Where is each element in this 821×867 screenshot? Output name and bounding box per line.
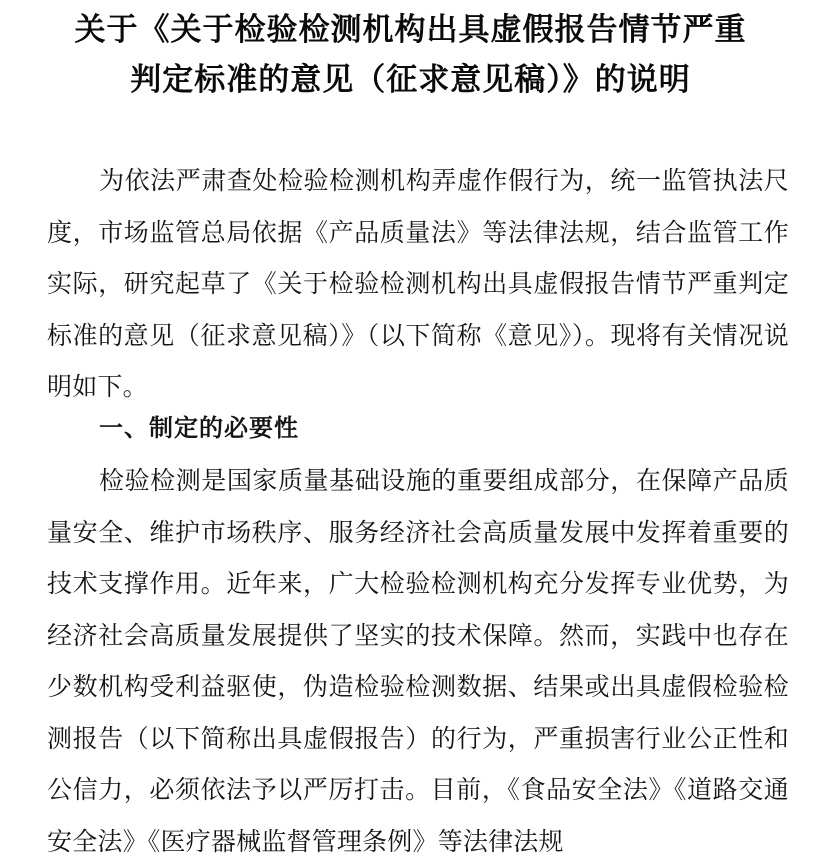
intro-paragraph: 为依法严肃查处检验检测机构弄虚作假行为，统一监管执法尺度，市场监管总局依据《产品质量法》等法律法规，结合监管工作实际，研究起草了《关于检验检测机构出具虚假报告情节严重判定标准的意见（征求意见稿）》（以下简称《意见》）。现将有关情况说明如下。 [47, 166, 789, 401]
document-title-line-2: 判定标准的意见（征求意见稿）》的说明 [130, 62, 691, 98]
section-heading-necessity: 一、制定的必要性 [99, 414, 299, 442]
necessity-paragraph: 检验检测是国家质量基础设施的重要组成部分，在保障产品质量安全、维护市场秩序、服务经济社会高质量发展中发挥着重要的技术支撑作用。近年来，广大检验检测机构充分发挥专业优势，为经济社会高质量发展提供了坚实的技术保障。然而，实践中也存在少数机构受利益驱使，伪造检验检测数据、结果或出具虚假检验检测报告（以下简称出具虚假报告）的行为，严重损害行业公正性和公信力，必须依法予以严厉打击。目前，《食品安全法》《道路交通安全法》《医疗器械监督管理条例》等法律法规 [47, 466, 789, 856]
document-title-line-1: 关于《关于检验检测机构出具虚假报告情节严重 [74, 12, 747, 48]
